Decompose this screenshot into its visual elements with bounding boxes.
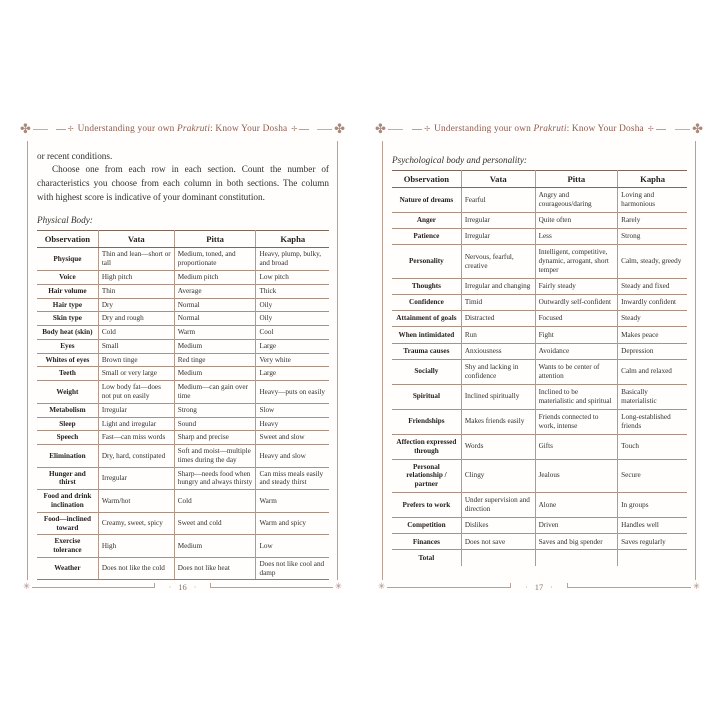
table-row <box>37 417 329 431</box>
value-cell <box>535 550 618 566</box>
value-cell: Timid <box>461 295 535 311</box>
page-number: 16 <box>178 582 187 592</box>
column-header: Observation <box>37 231 98 248</box>
value-cell <box>618 550 687 566</box>
observation-cell: Voice <box>37 270 98 284</box>
table-row <box>37 490 329 513</box>
physical-body-table <box>37 230 329 580</box>
value-cell: Dry and rough <box>98 312 174 326</box>
table-row <box>392 459 687 493</box>
corner-flower-icon: ✤ <box>334 121 346 137</box>
title-fleuron-icon: ✢ <box>648 125 666 133</box>
page-border-left <box>27 141 28 580</box>
running-head-title: Understanding your own Prakruti: Know Your Dosha <box>434 124 644 134</box>
table-row <box>392 229 687 245</box>
title-fleuron-icon: ✢ <box>412 125 430 133</box>
observation-cell: Sleep <box>37 417 98 431</box>
table-row <box>37 367 329 381</box>
value-cell: Loving and harmonious <box>618 188 687 213</box>
value-cell: Clingy <box>461 459 535 493</box>
observation-cell: Confidence <box>392 295 461 311</box>
value-cell: Large <box>256 367 329 381</box>
column-header: Vata <box>461 171 535 188</box>
value-cell: Handles well <box>618 518 687 534</box>
value-cell: Fearful <box>461 188 535 213</box>
column-header: Pitta <box>535 171 618 188</box>
ornament-tail-line <box>33 129 48 130</box>
footer-asterisk-icon: ✳ <box>334 581 342 592</box>
value-cell: Strong <box>618 229 687 245</box>
value-cell: Sharp—needs food when hungry and always thirsty <box>174 467 256 490</box>
table-row <box>392 518 687 534</box>
table-row <box>392 409 687 434</box>
value-cell: Outwardly self-confident <box>535 295 618 311</box>
section-label-physical-body: Physical Body: <box>37 215 93 226</box>
value-cell: Steady and fixed <box>618 278 687 294</box>
value-cell: Oily <box>256 298 329 312</box>
value-cell: Very white <box>256 353 329 367</box>
corner-flower-icon: ✤ <box>692 121 704 137</box>
observation-cell: Whites of eyes <box>37 353 98 367</box>
value-cell: Does not like the cold <box>98 557 174 580</box>
value-cell: Focused <box>535 311 618 327</box>
column-header: Vata <box>98 231 174 248</box>
continuation-text: or recent conditions. <box>37 151 113 161</box>
value-cell: Irregular <box>461 212 535 228</box>
observation-cell: Metabolism <box>37 403 98 417</box>
corner-flower-icon: ✤ <box>20 121 31 137</box>
value-cell: Makes friends easily <box>461 409 535 434</box>
section-label-psychological: Psychological body and personality: <box>392 155 527 165</box>
observation-cell: Prefers to work <box>392 493 461 518</box>
value-cell: Small or very large <box>98 367 174 381</box>
page-footer <box>24 580 341 594</box>
value-cell: Low <box>256 535 329 558</box>
value-cell: Cool <box>256 326 329 340</box>
table-row <box>392 311 687 327</box>
footer-rule-left <box>32 587 154 588</box>
observation-cell: Total <box>392 550 461 566</box>
value-cell: Medium, toned, and proportionate <box>174 248 256 271</box>
value-cell: Red tinge <box>174 353 256 367</box>
table-row <box>37 339 329 353</box>
value-cell: Medium <box>174 535 256 558</box>
table-row <box>37 431 329 445</box>
observation-cell: Weather <box>37 557 98 580</box>
footer-rule-right <box>567 587 691 588</box>
value-cell: Basically materialistic <box>618 384 687 409</box>
value-cell: Anxiousness <box>461 343 535 359</box>
table-header-row <box>392 171 687 188</box>
value-cell: Inclined spiritually <box>461 384 535 409</box>
value-cell: Oily <box>256 312 329 326</box>
value-cell: Medium—can gain over time <box>174 381 256 404</box>
value-cell: Medium <box>174 339 256 353</box>
column-header: Pitta <box>174 231 256 248</box>
value-cell: Creamy, sweet, spicy <box>98 512 174 535</box>
value-cell: Can miss meals easily and steady thirst <box>256 467 329 490</box>
value-cell: Warm <box>256 490 329 513</box>
running-head-title: Understanding your own Prakruti: Know Your Dosha <box>77 124 288 134</box>
value-cell: Irregular and changing <box>461 278 535 294</box>
dot-ornament: · <box>525 582 528 592</box>
table-row <box>392 343 687 359</box>
observation-cell: Affection expressed through <box>392 434 461 459</box>
observation-cell: Personal relationship / partner <box>392 459 461 493</box>
psychological-table <box>392 170 687 566</box>
value-cell: Warm and spicy <box>256 512 329 535</box>
observation-cell: Nature of dreams <box>399 195 454 204</box>
observation-cell: Elimination <box>37 445 98 468</box>
observation-cell: Food and drink inclination <box>37 490 98 513</box>
value-cell: Slow <box>256 403 329 417</box>
table-row <box>37 403 329 417</box>
observation-cell: Personality <box>392 245 461 279</box>
running-head <box>20 120 346 138</box>
table-header-row <box>37 231 329 248</box>
column-header: Kapha <box>618 171 687 188</box>
table-row <box>392 534 687 550</box>
table-row <box>392 188 687 213</box>
observation-cell: Speech <box>37 431 98 445</box>
table-row <box>37 326 329 340</box>
value-cell: Saves regularly <box>618 534 687 550</box>
observation-cell: Hair type <box>37 298 98 312</box>
value-cell: Fairly steady <box>535 278 618 294</box>
observation-cell: Anger <box>392 212 461 228</box>
value-cell: Touch <box>618 434 687 459</box>
value-cell: Less <box>535 229 618 245</box>
value-cell: Soft and moist—multiple times during the day <box>174 445 256 468</box>
table-row <box>392 327 687 343</box>
observation-cell: Skin type <box>37 312 98 326</box>
table-row <box>37 467 329 490</box>
value-cell: Angry and courageous/daring <box>535 188 618 213</box>
value-cell: Average <box>174 284 256 298</box>
value-cell: Dry <box>98 298 174 312</box>
value-cell: Warm/hot <box>98 490 174 513</box>
observation-cell: Hair volume <box>37 284 98 298</box>
value-cell: Fast—can miss words <box>98 431 174 445</box>
value-cell: Small <box>98 339 174 353</box>
page-number: 17 <box>534 582 544 592</box>
observation-cell: Physique <box>53 254 82 263</box>
value-cell: Quite often <box>535 212 618 228</box>
value-cell: Light and irregular <box>98 417 174 431</box>
table-row <box>37 284 329 298</box>
value-cell: Normal <box>174 298 256 312</box>
value-cell: Words <box>461 434 535 459</box>
value-cell: Makes peace <box>618 327 687 343</box>
ornament-tail-line <box>388 129 403 130</box>
observation-cell: Competition <box>392 518 461 534</box>
page-number-group <box>157 582 209 592</box>
value-cell: Driven <box>535 518 618 534</box>
footer-asterisk-icon: ✳ <box>692 581 700 592</box>
table-row <box>37 270 329 284</box>
value-cell: Calm, steady, greedy <box>618 245 687 279</box>
value-cell: Depression <box>618 343 687 359</box>
value-cell: Intelligent, competitive, dynamic, arrogant, short temper <box>535 245 618 279</box>
value-cell: Low body fat—does not put on easily <box>98 381 174 404</box>
value-cell: Warm <box>174 326 256 340</box>
value-cell: Does not like cool and damp <box>256 557 329 580</box>
value-cell: Secure <box>618 459 687 493</box>
ornament-tail-line <box>317 129 332 130</box>
value-cell: Rarely <box>618 212 687 228</box>
footer-rule-left <box>387 587 511 588</box>
table-row <box>37 557 329 580</box>
value-cell: Friends connected to work, intense <box>535 409 618 434</box>
column-header: Observation <box>392 171 461 188</box>
observation-cell: Food—inclined toward <box>37 512 98 535</box>
table-row <box>37 535 329 558</box>
value-cell: Does not save <box>461 534 535 550</box>
instructions-paragraph: Choose one from each row in each section. Count the number of characteristics you choose from each column in both sections. The column with highest score is indicative of your dominant constitution. <box>37 164 329 202</box>
book-page-left <box>20 120 346 594</box>
value-cell: Heavy and slow <box>256 445 329 468</box>
value-cell: Strong <box>174 403 256 417</box>
value-cell: Steady <box>618 311 687 327</box>
value-cell: Cold <box>98 326 174 340</box>
value-cell: Nervous, fearful, creative <box>461 245 535 279</box>
observation-cell: Body heat (skin) <box>37 326 98 340</box>
footer-rule-right <box>210 587 332 588</box>
table-row <box>392 295 687 311</box>
column-header: Kapha <box>256 231 329 248</box>
dot-ornament: · <box>550 582 553 592</box>
dot-ornament: · <box>193 582 197 592</box>
value-cell: Thick <box>256 284 329 298</box>
title-fleuron-icon: ✢ <box>291 125 309 133</box>
table-row <box>37 353 329 367</box>
table-row <box>37 248 329 271</box>
observation-cell: When intimidated <box>392 327 461 343</box>
footer-asterisk-icon: ✳ <box>23 581 31 592</box>
value-cell: Thin and lean—short or tall <box>98 248 174 271</box>
value-cell: High <box>98 535 174 558</box>
value-cell: Thin <box>98 284 174 298</box>
observation-cell: Trauma causes <box>392 343 461 359</box>
value-cell: Heavy—puts on easily <box>256 381 329 404</box>
table-row <box>37 512 329 535</box>
value-cell: Sweet and slow <box>256 431 329 445</box>
value-cell: Saves and big spender <box>535 534 618 550</box>
value-cell: Fight <box>535 327 618 343</box>
table-row <box>392 384 687 409</box>
table-row <box>37 445 329 468</box>
value-cell: Heavy <box>256 417 329 431</box>
value-cell: Wants to be center of attention <box>535 359 618 384</box>
value-cell: Under supervision and direction <box>461 493 535 518</box>
value-cell: Run <box>461 327 535 343</box>
value-cell: Cold <box>174 490 256 513</box>
table-row <box>392 550 687 566</box>
value-cell: Heavy, plump, bulky, and broad <box>256 248 329 271</box>
book-page-right <box>375 120 704 594</box>
running-head <box>375 120 704 138</box>
left-page-content <box>24 138 341 580</box>
observation-cell: Patience <box>392 229 461 245</box>
observation-cell: Attainment of goals <box>392 311 461 327</box>
right-page-content <box>379 138 699 566</box>
value-cell: Inclined to be materialistic and spiritual <box>535 384 618 409</box>
value-cell: Dry, hard, constipated <box>98 445 174 468</box>
table-row <box>392 278 687 294</box>
table-row <box>392 212 687 228</box>
running-head-title-group <box>56 124 310 134</box>
value-cell: In groups <box>618 493 687 518</box>
page-border-right <box>695 141 696 580</box>
value-cell: Medium pitch <box>174 270 256 284</box>
value-cell: Medium <box>174 367 256 381</box>
table-row <box>392 359 687 384</box>
value-cell: Gifts <box>535 434 618 459</box>
page-border-right <box>337 141 338 580</box>
page-number-group <box>513 582 565 592</box>
observation-cell: Teeth <box>37 367 98 381</box>
observation-cell: Friendships <box>392 409 461 434</box>
value-cell: Distracted <box>461 311 535 327</box>
page-footer <box>379 580 699 594</box>
value-cell: High pitch <box>98 270 174 284</box>
footer-asterisk-icon: ✳ <box>378 581 386 592</box>
value-cell: Low pitch <box>256 270 329 284</box>
value-cell: Irregular <box>98 403 174 417</box>
value-cell: Sharp and precise <box>174 431 256 445</box>
value-cell: Alone <box>535 493 618 518</box>
table-row <box>392 493 687 518</box>
table-row <box>392 434 687 459</box>
value-cell <box>461 550 535 566</box>
observation-cell: Socially <box>392 359 461 384</box>
title-fleuron-icon: ✢ <box>56 125 74 133</box>
value-cell: Dislikes <box>461 518 535 534</box>
table-row <box>37 312 329 326</box>
corner-flower-icon: ✤ <box>375 121 386 137</box>
value-cell: Normal <box>174 312 256 326</box>
value-cell: Shy and lacking in confidence <box>461 359 535 384</box>
value-cell: Jealous <box>535 459 618 493</box>
dot-ornament: · <box>168 582 172 592</box>
table-row <box>37 298 329 312</box>
observation-cell: Exercise tolerance <box>37 535 98 558</box>
observation-cell: Weight <box>37 381 98 404</box>
ornament-tail-line <box>675 129 690 130</box>
value-cell: Inwardly confident <box>618 295 687 311</box>
value-cell: Avoidance <box>535 343 618 359</box>
value-cell: Does not like heat <box>174 557 256 580</box>
value-cell: Irregular <box>461 229 535 245</box>
observation-cell: Thoughts <box>392 278 461 294</box>
value-cell: Brown tinge <box>98 353 174 367</box>
value-cell: Long-established friends <box>618 409 687 434</box>
value-cell: Sound <box>174 417 256 431</box>
value-cell: Irregular <box>98 467 174 490</box>
page-border-left <box>382 141 383 580</box>
value-cell: Large <box>256 339 329 353</box>
value-cell: Calm and relaxed <box>618 359 687 384</box>
observation-cell: Finances <box>392 534 461 550</box>
table-row <box>392 245 687 279</box>
observation-cell: Hunger and thirst <box>37 467 98 490</box>
running-head-title-group <box>412 124 666 134</box>
value-cell: Sweet and cold <box>174 512 256 535</box>
observation-cell: Spiritual <box>392 384 461 409</box>
observation-cell: Eyes <box>37 339 98 353</box>
table-row <box>37 381 329 404</box>
